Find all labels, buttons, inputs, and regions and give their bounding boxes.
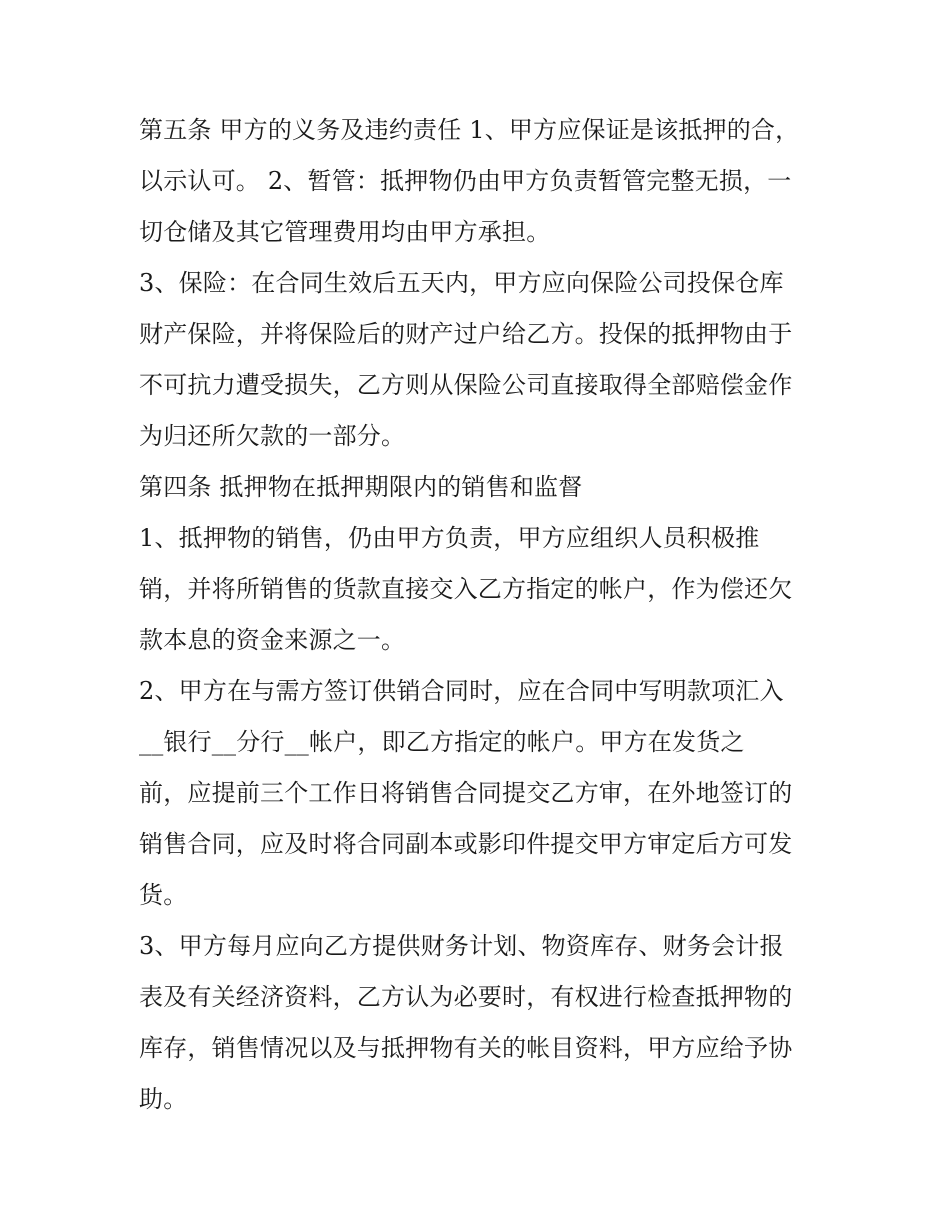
text-line: 销售合同，应及时将合同副本或影印件提交甲方审定后方可发 [139, 830, 793, 858]
text-line: 第四条 抵押物在抵押期限内的销售和监督 [139, 473, 583, 501]
text-line: 前，应提前三个工作日将销售合同提交乙方审，在外地签订的 [139, 779, 793, 807]
text-line: 货。 [139, 881, 188, 909]
text-line: 表及有关经济资料，乙方认为必要时，有权进行检查抵押物的 [139, 983, 793, 1011]
text-line: 为归还所欠款的一部分。 [139, 422, 406, 450]
text-line: 切仓储及其它管理费用均由甲方承担。 [139, 218, 551, 246]
text-line: 款本息的资金来源之一。 [139, 626, 406, 654]
text-line: 1、抵押物的销售，仍由甲方负责，甲方应组织人员积极推 [139, 524, 760, 552]
text-line: __银行__分行__帐户，即乙方指定的帐户。甲方在发货之 [139, 728, 745, 756]
text-line: 不可抗力遭受损失，乙方则从保险公司直接取得全部赔偿金作 [139, 371, 793, 399]
text-line: 库存，销售情况以及与抵押物有关的帐目资料，甲方应给予协 [139, 1034, 793, 1062]
text-line: 第五条 甲方的义务及违约责任 1、甲方应保证是该抵押的合， [139, 116, 800, 144]
text-line: 助。 [139, 1085, 188, 1113]
text-line: 3、甲方每月应向乙方提供财务计划、物资库存、财务会计报 [139, 932, 784, 960]
text-line: 以示认可。 2、暂管：抵押物仍由甲方负责暂管完整无损，一 [139, 167, 792, 195]
document-body [139, 105, 829, 1125]
text-line: 2、甲方在与需方签订供销合同时，应在合同中写明款项汇入 [139, 677, 784, 705]
text-line: 销，并将所销售的货款直接交入乙方指定的帐户，作为偿还欠 [139, 575, 793, 603]
text-line: 3、保险：在合同生效后五天内，甲方应向保险公司投保仓库 [139, 269, 784, 297]
text-line: 财产保险，并将保险后的财产过户给乙方。投保的抵押物由于 [139, 320, 793, 348]
